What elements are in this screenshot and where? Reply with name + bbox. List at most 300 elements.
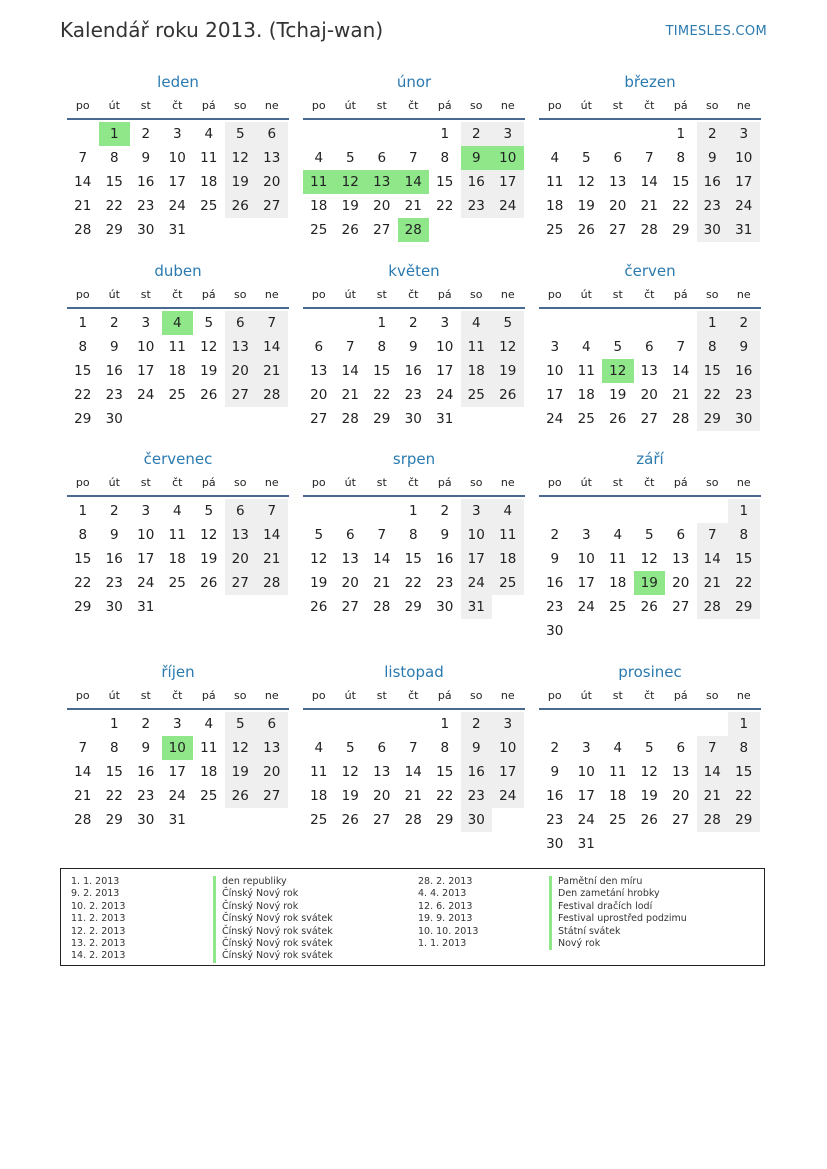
day-cell: 25: [609, 599, 627, 615]
weekday-label: ne: [736, 288, 751, 301]
legend-holiday-name: Festival dračích lodí: [549, 901, 687, 913]
empty-cell: [335, 311, 367, 335]
month-name: únor: [396, 73, 432, 91]
legend-names-left: [213, 876, 333, 963]
weekday-label: čt: [408, 689, 419, 702]
weekday-label: út: [344, 288, 356, 301]
day-cell: 25: [492, 571, 524, 595]
day-cell: 21: [373, 575, 391, 591]
day-cell: 24: [168, 788, 186, 804]
weekday-label: st: [376, 288, 387, 301]
day-cell: 27: [373, 812, 391, 828]
legend-date: 9. 2. 2013: [71, 888, 120, 900]
day-cell: 7: [408, 740, 418, 756]
weekday-label: st: [376, 689, 387, 702]
legend-date: 10. 2. 2013: [71, 900, 126, 912]
weekday-label: ne: [736, 99, 751, 112]
empty-cell: [571, 712, 603, 736]
day-cell: 17: [577, 575, 595, 591]
legend-holiday-name: Čínský Nový rok svátek: [213, 938, 333, 950]
legend-holiday-name: den republiky: [213, 876, 333, 888]
weekday-label: po: [75, 288, 90, 301]
month-name: prosinec: [618, 663, 682, 681]
day-cell: 8: [78, 339, 88, 355]
day-cell: 5: [345, 150, 355, 166]
empty-cell: [539, 122, 571, 146]
day-cell: 23: [697, 194, 729, 218]
weekday-header: [67, 684, 289, 710]
day-cell: 25: [200, 198, 218, 214]
day-cell: 12: [310, 551, 328, 567]
day-cell: 20: [256, 760, 288, 784]
day-cell: 5: [644, 740, 654, 756]
day-cell: 27: [310, 411, 328, 427]
holiday-day-cell: 19: [634, 571, 666, 595]
day-cell: 2: [109, 315, 119, 331]
day-cell: 25: [461, 383, 493, 407]
weekday-label: so: [706, 689, 719, 702]
day-cell: 3: [728, 122, 760, 146]
day-cell: 17: [436, 363, 454, 379]
weekday-label: čt: [172, 99, 183, 112]
weekday-label: ne: [264, 99, 279, 112]
day-cell: 6: [644, 339, 654, 355]
day-grid: [303, 311, 525, 431]
day-cell: 23: [461, 194, 493, 218]
legend-dates-left: [71, 876, 125, 963]
day-cell: 30: [461, 808, 493, 832]
day-cell: 1: [728, 499, 760, 523]
day-cell: 29: [105, 222, 123, 238]
day-cell: 19: [341, 788, 359, 804]
legend-holiday-name: Čínský Nový rok svátek: [213, 913, 333, 925]
day-cell: 17: [492, 170, 524, 194]
day-cell: 18: [200, 174, 218, 190]
day-cell: 6: [225, 311, 257, 335]
day-cell: 25: [310, 812, 328, 828]
legend-date: 4. 4. 2013: [418, 888, 467, 900]
empty-cell: [602, 311, 634, 335]
day-cell: 12: [341, 764, 359, 780]
day-cell: 22: [105, 788, 123, 804]
weekday-label: čt: [408, 99, 419, 112]
day-cell: 30: [404, 411, 422, 427]
legend-date: 10. 10. 2013: [418, 925, 479, 937]
day-cell: 14: [697, 760, 729, 784]
weekday-label: so: [706, 288, 719, 301]
weekday-label: čt: [644, 689, 655, 702]
day-cell: 13: [341, 551, 359, 567]
day-cell: 11: [168, 527, 186, 543]
day-cell: 13: [373, 764, 391, 780]
legend-holiday-name: Pamětní den míru: [549, 876, 687, 888]
site-link[interactable]: TIMESLES.COM: [665, 24, 767, 39]
empty-cell: [335, 712, 367, 736]
day-cell: 8: [408, 527, 418, 543]
day-cell: 28: [697, 595, 729, 619]
day-cell: 17: [728, 170, 760, 194]
month-name: listopad: [384, 663, 444, 681]
day-cell: 9: [408, 339, 418, 355]
day-cell: 3: [492, 712, 524, 736]
empty-cell: [602, 712, 634, 736]
day-cell: 7: [697, 523, 729, 547]
day-grid: [303, 712, 525, 832]
legend-holiday-name: Čínský Nový rok: [213, 901, 333, 913]
legend-date: 1. 1. 2013: [418, 937, 467, 949]
day-cell: 8: [440, 740, 450, 756]
day-cell: 16: [137, 174, 155, 190]
day-cell: 24: [492, 784, 524, 808]
day-cell: 24: [168, 198, 186, 214]
weekday-header: [303, 283, 525, 309]
weekday-label: st: [140, 99, 151, 112]
day-cell: 29: [373, 411, 391, 427]
day-cell: 26: [341, 812, 359, 828]
day-cell: 16: [728, 359, 760, 383]
weekday-header: [67, 471, 289, 497]
day-cell: 11: [168, 339, 186, 355]
weekday-label: pá: [673, 288, 688, 301]
day-cell: 16: [404, 363, 422, 379]
day-cell: 4: [314, 740, 324, 756]
month-name: červenec: [143, 450, 213, 468]
legend-holiday-name: Čínský Nový rok svátek: [213, 950, 333, 962]
holiday-day-cell: 10: [492, 146, 524, 170]
day-cell: 26: [492, 383, 524, 407]
day-cell: 7: [676, 339, 686, 355]
day-cell: 31: [436, 411, 454, 427]
day-cell: 28: [697, 808, 729, 832]
page-title: Kalendář roku 2013. (Tchaj-wan): [60, 18, 384, 42]
day-cell: 22: [672, 198, 690, 214]
day-cell: 4: [314, 150, 324, 166]
weekday-header: [539, 471, 761, 497]
day-cell: 28: [74, 812, 92, 828]
weekday-label: út: [108, 288, 120, 301]
day-cell: 5: [314, 527, 324, 543]
day-cell: 6: [676, 740, 686, 756]
weekday-label: pá: [437, 689, 452, 702]
day-cell: 15: [74, 363, 92, 379]
weekday-label: so: [234, 99, 247, 112]
day-cell: 4: [172, 503, 182, 519]
day-cell: 21: [341, 387, 359, 403]
day-cell: 16: [105, 551, 123, 567]
day-cell: 20: [341, 575, 359, 591]
month-block: [303, 259, 525, 431]
weekday-label: út: [580, 99, 592, 112]
legend-date: 14. 2. 2013: [71, 950, 126, 962]
weekday-label: so: [470, 689, 483, 702]
empty-cell: [571, 311, 603, 335]
day-cell: 30: [105, 411, 123, 427]
empty-cell: [366, 122, 398, 146]
day-cell: 18: [461, 359, 493, 383]
day-cell: 9: [141, 740, 151, 756]
weekday-label: so: [470, 288, 483, 301]
empty-cell: [539, 712, 571, 736]
day-cell: 17: [461, 547, 493, 571]
day-cell: 1: [440, 126, 450, 142]
month-block: [539, 259, 761, 431]
empty-cell: [398, 122, 430, 146]
day-cell: 26: [640, 599, 658, 615]
weekday-label: po: [75, 99, 90, 112]
legend-date: 12. 2. 2013: [71, 925, 126, 937]
day-cell: 11: [609, 551, 627, 567]
day-cell: 23: [404, 387, 422, 403]
day-cell: 2: [408, 315, 418, 331]
day-cell: 2: [141, 716, 151, 732]
weekday-label: čt: [644, 99, 655, 112]
holiday-day-cell: 10: [162, 736, 194, 760]
day-cell: 14: [341, 363, 359, 379]
weekday-label: st: [376, 99, 387, 112]
day-grid: [67, 311, 289, 431]
day-cell: 24: [577, 812, 595, 828]
day-cell: 22: [74, 387, 92, 403]
empty-cell: [665, 499, 697, 523]
weekday-label: po: [311, 476, 326, 489]
day-cell: 19: [492, 359, 524, 383]
empty-cell: [634, 122, 666, 146]
day-cell: 20: [225, 359, 257, 383]
day-cell: 18: [492, 547, 524, 571]
weekday-header: [539, 94, 761, 120]
day-cell: 7: [78, 740, 88, 756]
month-name: březen: [624, 73, 676, 91]
day-cell: 6: [377, 150, 387, 166]
month-block: [67, 259, 289, 431]
day-cell: 8: [728, 523, 760, 547]
day-cell: 27: [256, 194, 288, 218]
weekday-label: ne: [500, 476, 515, 489]
empty-cell: [697, 712, 729, 736]
day-cell: 24: [436, 387, 454, 403]
weekday-label: so: [234, 689, 247, 702]
legend-date: 11. 2. 2013: [71, 913, 126, 925]
weekday-label: pá: [201, 689, 216, 702]
day-cell: 26: [200, 575, 218, 591]
day-cell: 12: [640, 551, 658, 567]
day-cell: 2: [550, 527, 560, 543]
day-cell: 26: [577, 222, 595, 238]
day-cell: 10: [461, 523, 493, 547]
day-cell: 23: [461, 784, 493, 808]
day-cell: 28: [373, 599, 391, 615]
empty-cell: [335, 122, 367, 146]
day-cell: 21: [640, 198, 658, 214]
day-cell: 6: [256, 712, 288, 736]
day-cell: 21: [672, 387, 690, 403]
day-cell: 7: [644, 150, 654, 166]
day-cell: 24: [728, 194, 760, 218]
day-cell: 19: [609, 387, 627, 403]
empty-cell: [665, 311, 697, 335]
day-cell: 27: [225, 383, 257, 407]
day-cell: 3: [581, 740, 591, 756]
day-cell: 19: [200, 363, 218, 379]
day-cell: 17: [492, 760, 524, 784]
day-cell: 27: [225, 571, 257, 595]
day-cell: 2: [461, 712, 493, 736]
day-cell: 23: [137, 198, 155, 214]
month-block: [539, 447, 761, 643]
day-cell: 26: [225, 194, 257, 218]
day-cell: 22: [697, 383, 729, 407]
day-grid: [303, 122, 525, 242]
day-cell: 16: [697, 170, 729, 194]
day-cell: 4: [204, 716, 214, 732]
day-cell: 30: [105, 599, 123, 615]
day-cell: 1: [78, 315, 88, 331]
day-cell: 13: [640, 363, 658, 379]
day-cell: 23: [728, 383, 760, 407]
day-cell: 20: [672, 788, 690, 804]
day-cell: 22: [373, 387, 391, 403]
weekday-label: ne: [264, 288, 279, 301]
day-cell: 15: [436, 174, 454, 190]
weekday-label: pá: [201, 99, 216, 112]
day-cell: 9: [728, 335, 760, 359]
day-cell: 31: [168, 812, 186, 828]
day-cell: 5: [345, 740, 355, 756]
legend-date: 13. 2. 2013: [71, 937, 126, 949]
day-cell: 11: [200, 740, 218, 756]
day-cell: 4: [204, 126, 214, 142]
month-block: [303, 70, 525, 242]
day-cell: 4: [613, 527, 623, 543]
legend-date: 19. 9. 2013: [418, 913, 473, 925]
weekday-label: so: [234, 476, 247, 489]
weekday-label: ne: [500, 288, 515, 301]
day-cell: 13: [609, 174, 627, 190]
day-cell: 15: [672, 174, 690, 190]
legend-date: 1. 1. 2013: [71, 876, 120, 887]
month-name: květen: [388, 262, 440, 280]
day-cell: 29: [728, 595, 760, 619]
empty-cell: [634, 499, 666, 523]
day-cell: 15: [105, 764, 123, 780]
day-cell: 2: [697, 122, 729, 146]
day-cell: 11: [310, 764, 328, 780]
day-cell: 3: [141, 503, 151, 519]
empty-cell: [366, 712, 398, 736]
day-cell: 11: [577, 363, 595, 379]
weekday-label: ne: [736, 689, 751, 702]
weekday-label: pá: [673, 476, 688, 489]
day-cell: 10: [137, 339, 155, 355]
day-cell: 5: [644, 527, 654, 543]
day-cell: 12: [492, 335, 524, 359]
day-cell: 2: [141, 126, 151, 142]
day-cell: 14: [672, 363, 690, 379]
weekday-header: [67, 283, 289, 309]
day-cell: 29: [74, 599, 92, 615]
day-cell: 9: [109, 527, 119, 543]
day-cell: 18: [200, 764, 218, 780]
day-cell: 15: [404, 551, 422, 567]
day-cell: 8: [377, 339, 387, 355]
day-cell: 10: [728, 146, 760, 170]
day-cell: 2: [109, 503, 119, 519]
month-block: [539, 660, 761, 856]
day-cell: 22: [105, 198, 123, 214]
legend-names-right: [549, 876, 687, 950]
day-cell: 11: [200, 150, 218, 166]
day-cell: 12: [640, 764, 658, 780]
day-cell: 5: [492, 311, 524, 335]
weekday-label: po: [311, 99, 326, 112]
day-cell: 11: [492, 523, 524, 547]
day-cell: 28: [672, 411, 690, 427]
day-cell: 3: [440, 315, 450, 331]
day-cell: 23: [546, 812, 564, 828]
weekday-label: po: [547, 476, 562, 489]
day-cell: 4: [492, 499, 524, 523]
weekday-label: so: [234, 288, 247, 301]
day-cell: 8: [109, 150, 119, 166]
weekday-label: út: [344, 689, 356, 702]
day-cell: 19: [577, 198, 595, 214]
empty-cell: [67, 122, 99, 146]
holiday-day-cell: 12: [335, 170, 367, 194]
month-name: duben: [154, 262, 202, 280]
day-cell: 6: [345, 527, 355, 543]
day-cell: 23: [546, 599, 564, 615]
day-cell: 4: [550, 150, 560, 166]
empty-cell: [366, 499, 398, 523]
day-cell: 27: [640, 411, 658, 427]
month-block: [67, 660, 289, 832]
weekday-label: so: [706, 476, 719, 489]
empty-cell: [602, 499, 634, 523]
day-cell: 9: [461, 736, 493, 760]
weekday-label: pá: [437, 99, 452, 112]
empty-cell: [303, 712, 335, 736]
day-cell: 20: [609, 198, 627, 214]
day-cell: 16: [546, 788, 564, 804]
day-cell: 1: [109, 716, 119, 732]
day-cell: 13: [256, 146, 288, 170]
day-cell: 7: [408, 150, 418, 166]
day-cell: 20: [672, 575, 690, 591]
day-cell: 1: [408, 503, 418, 519]
day-cell: 3: [461, 499, 493, 523]
holiday-day-cell: 11: [303, 170, 335, 194]
day-cell: 17: [577, 788, 595, 804]
weekday-label: st: [140, 476, 151, 489]
day-cell: 29: [728, 808, 760, 832]
day-cell: 15: [728, 547, 760, 571]
day-cell: 16: [461, 760, 493, 784]
day-cell: 9: [550, 764, 560, 780]
day-cell: 26: [225, 784, 257, 808]
day-cell: 21: [256, 547, 288, 571]
day-cell: 15: [697, 359, 729, 383]
day-cell: 2: [461, 122, 493, 146]
empty-cell: [303, 311, 335, 335]
day-cell: 30: [546, 836, 564, 852]
day-grid: [539, 499, 761, 643]
month-name: říjen: [161, 663, 195, 681]
day-cell: 19: [225, 170, 257, 194]
day-cell: 1: [440, 716, 450, 732]
day-grid: [303, 499, 525, 619]
holiday-day-cell: 14: [398, 170, 430, 194]
day-cell: 28: [341, 411, 359, 427]
